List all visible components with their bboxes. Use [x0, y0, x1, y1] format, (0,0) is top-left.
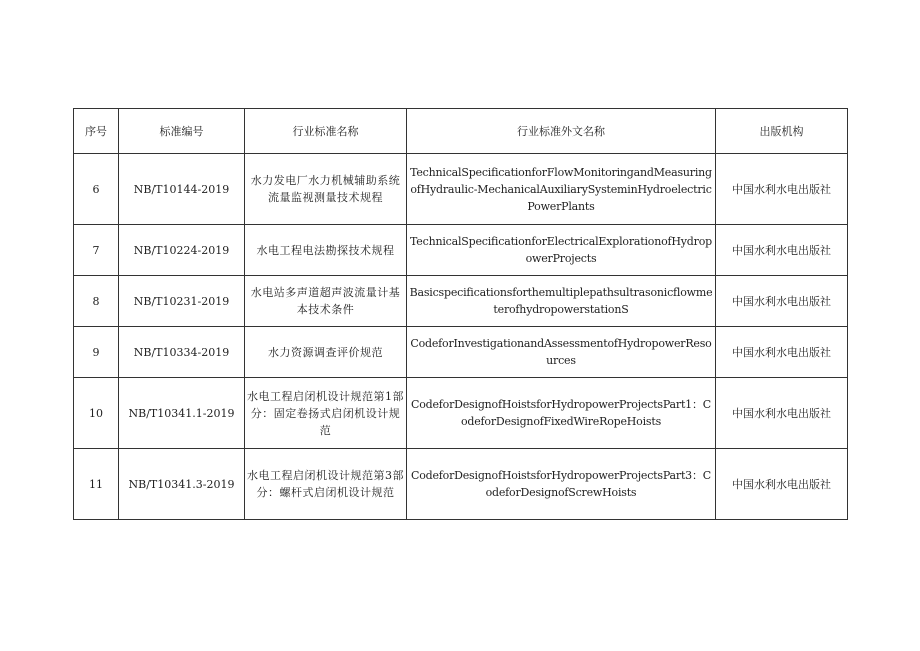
cell-code: NB/T10341.1-2019 — [119, 378, 245, 449]
cell-publisher: 中国水利水电出版社 — [716, 449, 848, 520]
table-row — [74, 378, 848, 449]
cell-publisher: 中国水利水电出版社 — [716, 154, 848, 225]
cell-name-cn: 水电站多声道超声波流量计基本技术条件 — [245, 276, 407, 327]
cell-name-en: BasicspecificationsforthemultiplepathsultrasonicflowmeterofhydropowerstationS — [407, 276, 716, 327]
cell-name-cn: 水力发电厂水力机械辅助系统流量监视测量技术规程 — [245, 154, 407, 225]
cell-publisher: 中国水利水电出版社 — [716, 327, 848, 378]
cell-code: NB/T10334-2019 — [119, 327, 245, 378]
table-row — [74, 154, 848, 225]
cell-code: NB/T10341.3-2019 — [119, 449, 245, 520]
cell-index: 8 — [74, 276, 119, 327]
cell-index: 6 — [74, 154, 119, 225]
header-name-cn: 行业标准名称 — [245, 109, 407, 154]
table-row — [74, 327, 848, 378]
header-code: 标准编号 — [119, 109, 245, 154]
standards-table — [73, 108, 848, 520]
cell-index: 11 — [74, 449, 119, 520]
cell-index: 10 — [74, 378, 119, 449]
header-name-en: 行业标准外文名称 — [407, 109, 716, 154]
cell-publisher: 中国水利水电出版社 — [716, 378, 848, 449]
table-row — [74, 225, 848, 276]
table-row — [74, 449, 848, 520]
cell-name-cn: 水电工程启闭机设计规范第3部分：螺杆式启闭机设计规范 — [245, 449, 407, 520]
cell-name-cn: 水力资源调查评价规范 — [245, 327, 407, 378]
cell-name-en: CodeforDesignofHoistsforHydropowerProjectsPart1：CodeforDesignofFixedWireRopeHoists — [407, 378, 716, 449]
cell-code: NB/T10224-2019 — [119, 225, 245, 276]
cell-index: 7 — [74, 225, 119, 276]
cell-name-en: TechnicalSpecificationforElectricalExplorationofHydropowerProjects — [407, 225, 716, 276]
cell-name-en: TechnicalSpecificationforFlowMonitoringandMeasuringofHydraulic-MechanicalAuxiliarySysteminHydroelectricPowerPlants — [407, 154, 716, 225]
cell-code: NB/T10144-2019 — [119, 154, 245, 225]
cell-name-en: CodeforInvestigationandAssessmentofHydropowerResources — [407, 327, 716, 378]
table-row — [74, 276, 848, 327]
cell-code: NB/T10231-2019 — [119, 276, 245, 327]
table-header-row — [74, 109, 848, 154]
cell-index: 9 — [74, 327, 119, 378]
cell-publisher: 中国水利水电出版社 — [716, 225, 848, 276]
cell-publisher: 中国水利水电出版社 — [716, 276, 848, 327]
cell-name-cn: 水电工程启闭机设计规范第1部分：固定卷扬式启闭机设计规范 — [245, 378, 407, 449]
cell-name-en: CodeforDesignofHoistsforHydropowerProjectsPart3：CodeforDesignofScrewHoists — [407, 449, 716, 520]
cell-name-cn: 水电工程电法勘探技术规程 — [245, 225, 407, 276]
header-index: 序号 — [74, 109, 119, 154]
header-publisher: 出版机构 — [716, 109, 848, 154]
